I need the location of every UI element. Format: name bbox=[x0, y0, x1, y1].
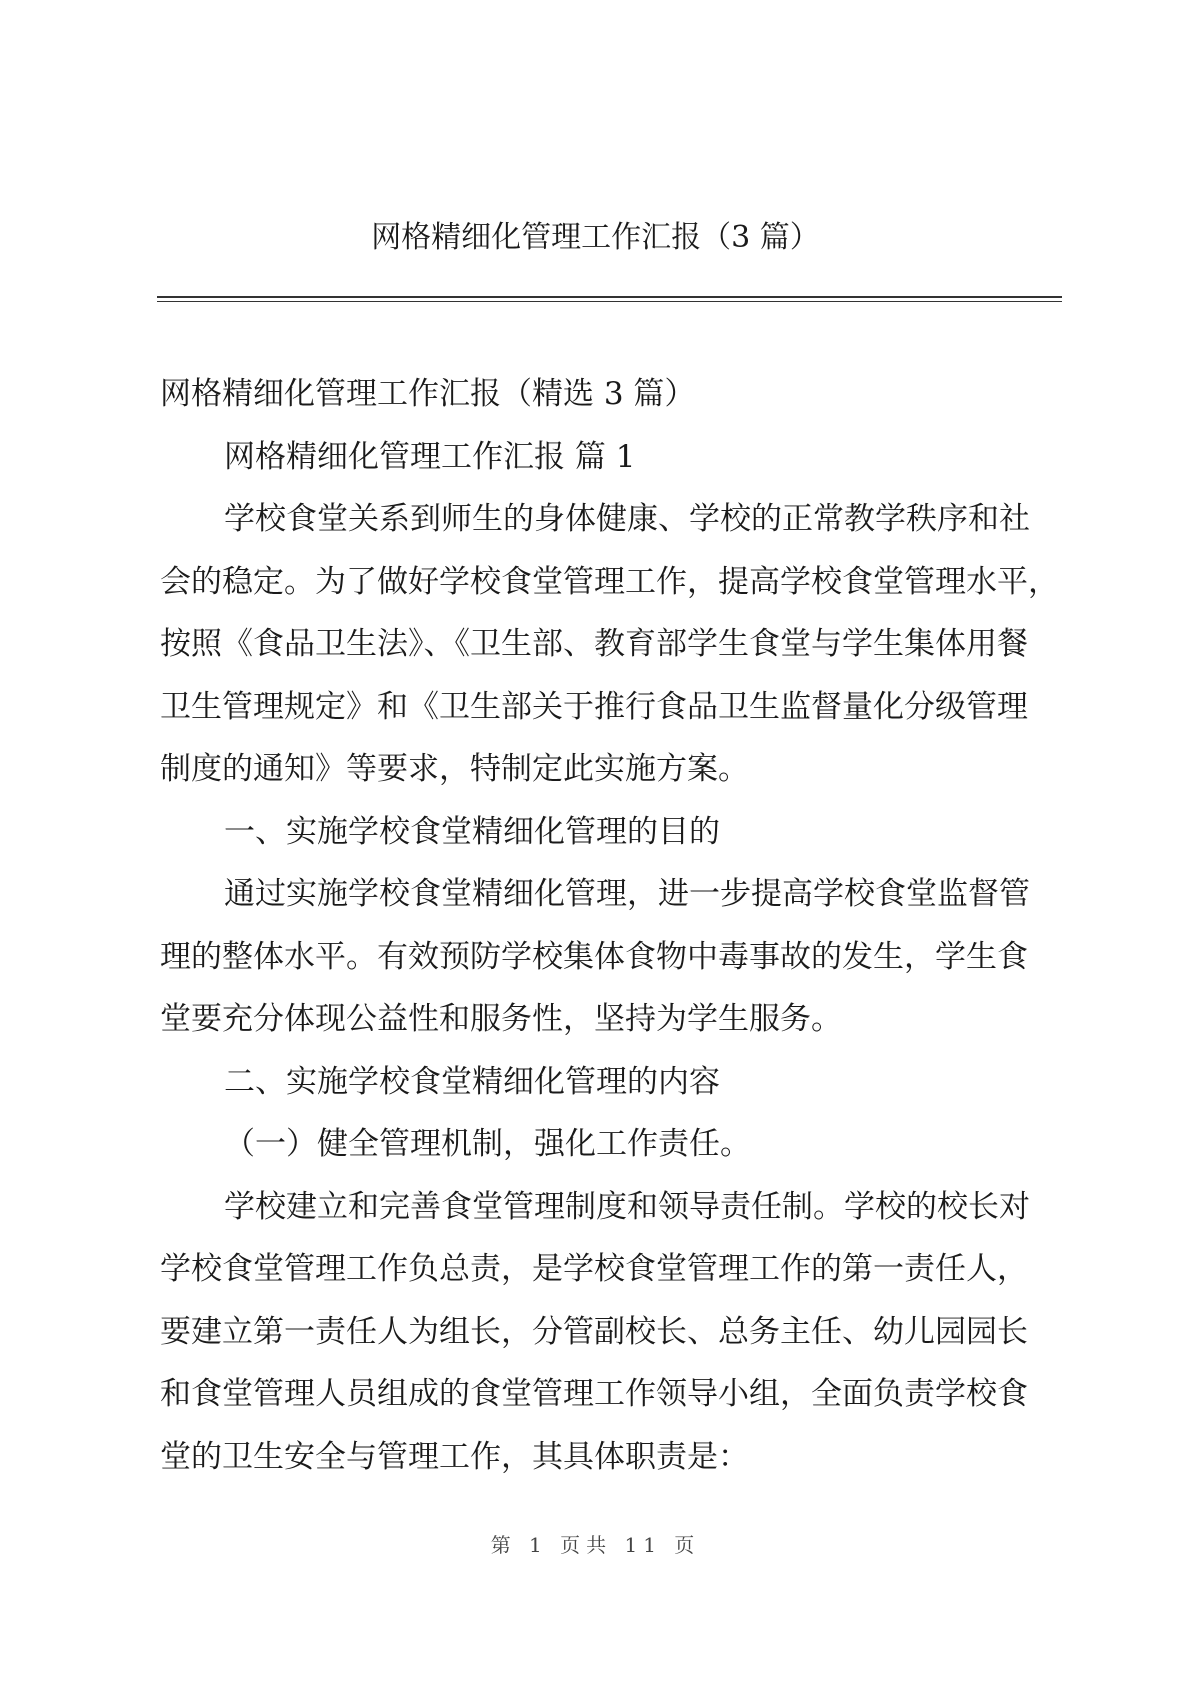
subsection-heading: （一）健全管理机制，强化工作责任。 bbox=[224, 1126, 751, 1162]
paragraph-line: 学校建立和完善食堂管理制度和领导责任制。学校的校长对 bbox=[224, 1188, 1030, 1225]
paragraph-line: 理的整体水平。有效预防学校集体食物中毒事故的发生，学生食 bbox=[160, 938, 1028, 975]
section-heading: 一、实施学校食堂精细化管理的目的 bbox=[224, 813, 720, 850]
section-heading: 网格精细化管理工作汇报 篇 1 bbox=[224, 438, 636, 475]
paragraph-line: 学校食堂管理工作负总责，是学校食堂管理工作的第一责任人， bbox=[160, 1251, 1028, 1287]
document-body bbox=[160, 363, 1064, 1488]
paragraph-line: 学校食堂关系到师生的身体健康、学校的正常教学秩序和社 bbox=[224, 501, 1030, 537]
header-rule bbox=[157, 296, 1062, 298]
document-title: 网格精细化管理工作汇报（3 篇） bbox=[371, 220, 820, 255]
paragraph-line: 和食堂管理人员组成的食堂管理工作领导小组，全面负责学校食 bbox=[160, 1376, 1028, 1412]
paragraph-line: 堂要充分体现公益性和服务性，坚持为学生服务。 bbox=[160, 1001, 842, 1037]
paragraph-line: 卫生管理规定》和《卫生部关于推行食品卫生监督量化分级管理 bbox=[160, 688, 1028, 725]
section-heading: 二、实施学校食堂精细化管理的内容 bbox=[224, 1063, 720, 1100]
paragraph-line: 要建立第一责任人为组长，分管副校长、总务主任、幼儿园园长 bbox=[160, 1313, 1028, 1350]
paragraph-line: 堂的卫生安全与管理工作，其具体职责是： bbox=[160, 1438, 749, 1475]
subtitle-line: 网格精细化管理工作汇报（精选 3 篇） bbox=[160, 376, 696, 412]
page-number: 第 1 页共 11 页 bbox=[490, 1533, 701, 1557]
paragraph-line: 按照《食品卫生法》、《卫生部、教育部学生食堂与学生集体用餐 bbox=[160, 626, 1028, 662]
paragraph-line: 制度的通知》等要求，特制定此实施方案。 bbox=[160, 751, 749, 787]
paragraph-line: 通过实施学校食堂精细化管理，进一步提高学校食堂监督管 bbox=[224, 876, 1030, 912]
paragraph-line: 会的稳定。为了做好学校食堂管理工作，提高学校食堂管理水平， bbox=[160, 563, 1059, 600]
header-rule-thin bbox=[157, 301, 1062, 302]
